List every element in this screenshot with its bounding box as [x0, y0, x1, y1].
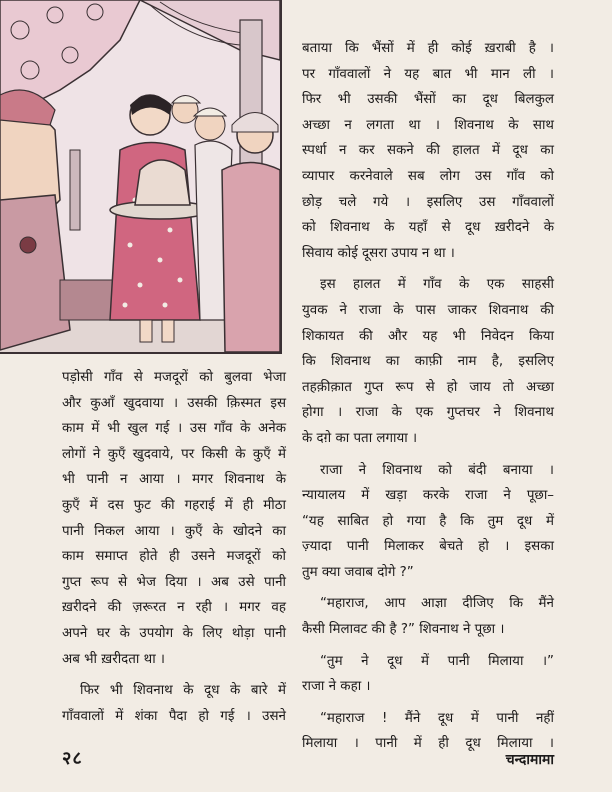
text-line: ख़रीदने की ज़रूरत न रही । मगर वह — [62, 600, 286, 616]
text-line: अच्छा न लगता था । शिवनाथ के साथ — [302, 117, 554, 133]
text-line: राजा ने कहा । — [302, 679, 371, 695]
text-line: होगा । राजा के एक गुप्तचर ने शिवनाथ — [302, 405, 554, 421]
text-line: पड़ोसी गाँव से मजदूरों को बुलवा भेजा — [62, 370, 286, 385]
text-line: शिकायत की और यह भी निवेदन किया — [302, 328, 554, 344]
text-line: अपने घर के उपयोग के लिए थोड़ा पानी — [62, 625, 286, 641]
text-line: ज़्यादा पानी मिलाकर बेचते हो । इसका — [302, 539, 554, 555]
text-line: गाँववालों में शंका पैदा हो गई । उसने — [62, 708, 286, 724]
text-line: “तुम ने दूध में पानी मिलाया ।” — [320, 653, 554, 669]
paragraph — [302, 36, 554, 266]
magazine-name: चन्दामामा — [505, 752, 554, 768]
page-number: २८ — [62, 748, 83, 769]
text-line: कि शिवनाथ का काफ़ी नाम है, इसलिए — [302, 354, 554, 370]
text-line: काम में भी खुल गई । उस गाँव के अनेक — [62, 421, 286, 437]
text-line: स्पर्धा न कर सकने की हालत में दूध का — [302, 143, 554, 159]
paragraph — [62, 365, 286, 672]
text-line: व्यापार करनेवाले सब लोग उस गाँव को — [302, 168, 554, 184]
text-line: बताया कि भैंसों में ही कोई ख़राबी है । — [302, 41, 554, 56]
court-scene-illustration-icon — [0, 0, 280, 352]
text-line: तहक़ीक़ात गुप्त रूप से हो जाय तो अच्छा — [302, 379, 554, 395]
text-line: “यह साबित हो गया है कि तुम दूध में — [302, 513, 554, 529]
text-line: पर गाँववालों ने यह बात भी मान ली । — [302, 66, 554, 82]
right-text-column — [302, 36, 554, 757]
text-line: के दग़े का पता लगाया । — [302, 430, 418, 446]
text-line: गुप्त रूप से भेज दिया । अब उसे पानी — [62, 574, 286, 590]
paragraph — [62, 678, 286, 729]
text-line: फिर भी शिवनाथ के दूध के बारे में — [80, 683, 286, 699]
text-line: अब भी ख़रीदता था । — [62, 651, 165, 667]
text-line: काम समाप्त होते ही उसने मजदूरों को — [62, 549, 286, 565]
text-line: लोगों ने कुएँ खुदवाये, पर किसी के कुएँ में — [62, 446, 286, 462]
paragraph — [302, 649, 554, 700]
text-line: भी पानी न आया । मगर शिवनाथ के — [62, 472, 286, 488]
text-line: कुएँ में दस फुट की गहराई में ही मीठा — [62, 497, 286, 513]
text-line: कैसी मिलावट की है ?” शिवनाथ ने पूछा । — [302, 622, 505, 638]
text-line: तुम क्या जवाब दोगे ?” — [302, 564, 414, 580]
paragraph — [302, 458, 554, 586]
court-scene-illustration — [0, 0, 282, 354]
text-line: फिर भी उसकी भैंसों का दूध बिलकुल — [302, 92, 554, 108]
text-line: पानी निकल आया । कुएँ के खोदने का — [62, 523, 286, 539]
text-line: “महाराज ! मैंने दूध में पानी नहीं — [320, 710, 554, 726]
text-line: राजा ने शिवनाथ को बंदी बनाया । — [320, 462, 554, 478]
text-line: और कुआँ खुदवाया । उसकी क़िस्मत इस — [62, 395, 286, 411]
text-line: न्यायालय में खड़ा करके राजा ने पूछा– — [302, 488, 554, 504]
text-line: सिवाय कोई दूसरा उपाय न था । — [302, 245, 455, 261]
text-line: मिलाया । पानी में ही दूध मिलाया । — [302, 736, 554, 752]
text-line: युवक ने राजा के पास जाकर शिवनाथ की — [302, 302, 554, 318]
paragraph — [302, 591, 554, 642]
text-line: को शिवनाथ के यहाँ से दूध ख़रीदने के — [302, 220, 554, 236]
text-line: छोड़ चले गये । इसलिए उस गाँववालों — [302, 194, 554, 210]
paragraph — [302, 272, 554, 451]
text-line: “महाराज, आप आज्ञा दीजिए कि मैंने — [320, 596, 554, 612]
text-line: इस हालत में गाँव के एक साहसी — [320, 277, 554, 293]
left-text-column — [62, 365, 286, 729]
